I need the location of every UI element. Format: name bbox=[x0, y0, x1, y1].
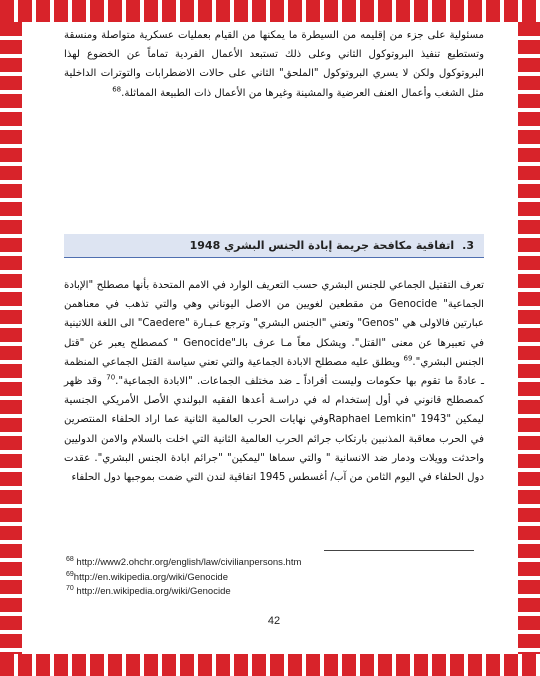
section-number: 3. bbox=[462, 239, 474, 252]
footnote-68[interactable]: $^{68}$ http://www2.ohchr.org/english/law/civilianpersons.htm bbox=[66, 555, 302, 568]
footnotes bbox=[66, 556, 301, 600]
footnote-ref-70[interactable]: 70 bbox=[106, 373, 116, 382]
paragraph-text-2: ويطلق عليه مصطلح الابادة الجماعية والتي تعني سياسة القتل الجماعي المنظمة ـ عادةً ما تقوم بها حكومات وليست أفراداً ـ ضد مختلف الجماعات. "الابادة الجماعية". bbox=[64, 356, 484, 388]
footnote-ref-68[interactable]: 68 bbox=[112, 85, 122, 94]
footnote-69[interactable]: $^{69}$http://en.wikipedia.org/wiki/Genocide bbox=[66, 570, 228, 583]
page-content bbox=[64, 12, 484, 652]
decorative-border-left bbox=[0, 22, 22, 654]
footnote-divider bbox=[324, 550, 474, 551]
page-number: 42 bbox=[267, 615, 281, 627]
paragraph-text-3: وقد ظهر كمصطلح قانوني في أول إستخدام له في دراسـة أعدها الفقيه البولندي الأصل الأمريكي الجنسية ليمكين "Raphael Lemkin" 1943وفي نهايات الحرب العالمية الثانية عما اراد الحلفاء المنتصرين في الحرب معاقبة المذنبين بارتكاب جرائم الحرب العالمية الثانية التي اخلت بالسلام والامن الدوليين واحدثت وويلات ودمار ضد الانسانية " والتي سماها "ليمكين" "جرائم ابادة الجنس البشري". عقدت دول الحلفاء في اليوم الثامن من آب/ أغسطس 1945 اتفاقية لندن التي ضمت بموجبها دول الحلفاء bbox=[64, 376, 485, 484]
paragraph-genocide-definition bbox=[64, 276, 484, 487]
paragraph-text-1: تعرف التقتيل الجماعي للجنس البشري حسب التعريف الوارد في الامم المتحدة بأنها مصطلح "الإبادة الجماعية" Genocide من مقطعين لغويين من الاصل اليوناني وهي والتي تذهب في معناهمن عبارتين فالاولى هي "Genos" وتعني "الجنس البشري" وترجع عـبـارة "Caedere" الى اللغة اللاتينية في تعبيرها عن معنى "القتل". ويشكل معاً مـا عرف بالـ"Genocide " كمصطلح يعبر عن "قتل الجنس البشري". bbox=[64, 280, 485, 368]
decorative-border-right bbox=[518, 22, 540, 654]
section-title: اتفاقية مكافحة جريمة إبادة الجنس البشري 1948 bbox=[189, 239, 455, 252]
footnote-ref-69[interactable]: 69 bbox=[403, 354, 413, 363]
footnote-70[interactable]: $^{70}$ http://en.wikipedia.org/wiki/Genocide bbox=[66, 584, 231, 597]
decorative-border-bottom bbox=[0, 654, 540, 676]
paragraph-text: مسئولية على جزء من إقليمه من السيطرة ما يمكنها من القيام بعمليات عسكرية متواصلة ومنسقة وتستطيع تنفيذ البروتوكول الثاني وعلى ذلك تستبعد الأعمال الفردية تماماً عن الخضوع لهذا البروتوكول ولكن لا يسري البروتوكول "الملحق" الثاني على حالات الاضطرابات والتوترات الداخلية مثل الشغب وأعمال العنف العرضية والمشينة وغيرها من الأعمال ذات الطبيعة المماثلة. bbox=[64, 30, 484, 99]
paragraph-continuation bbox=[64, 26, 484, 103]
section-heading bbox=[64, 234, 484, 258]
